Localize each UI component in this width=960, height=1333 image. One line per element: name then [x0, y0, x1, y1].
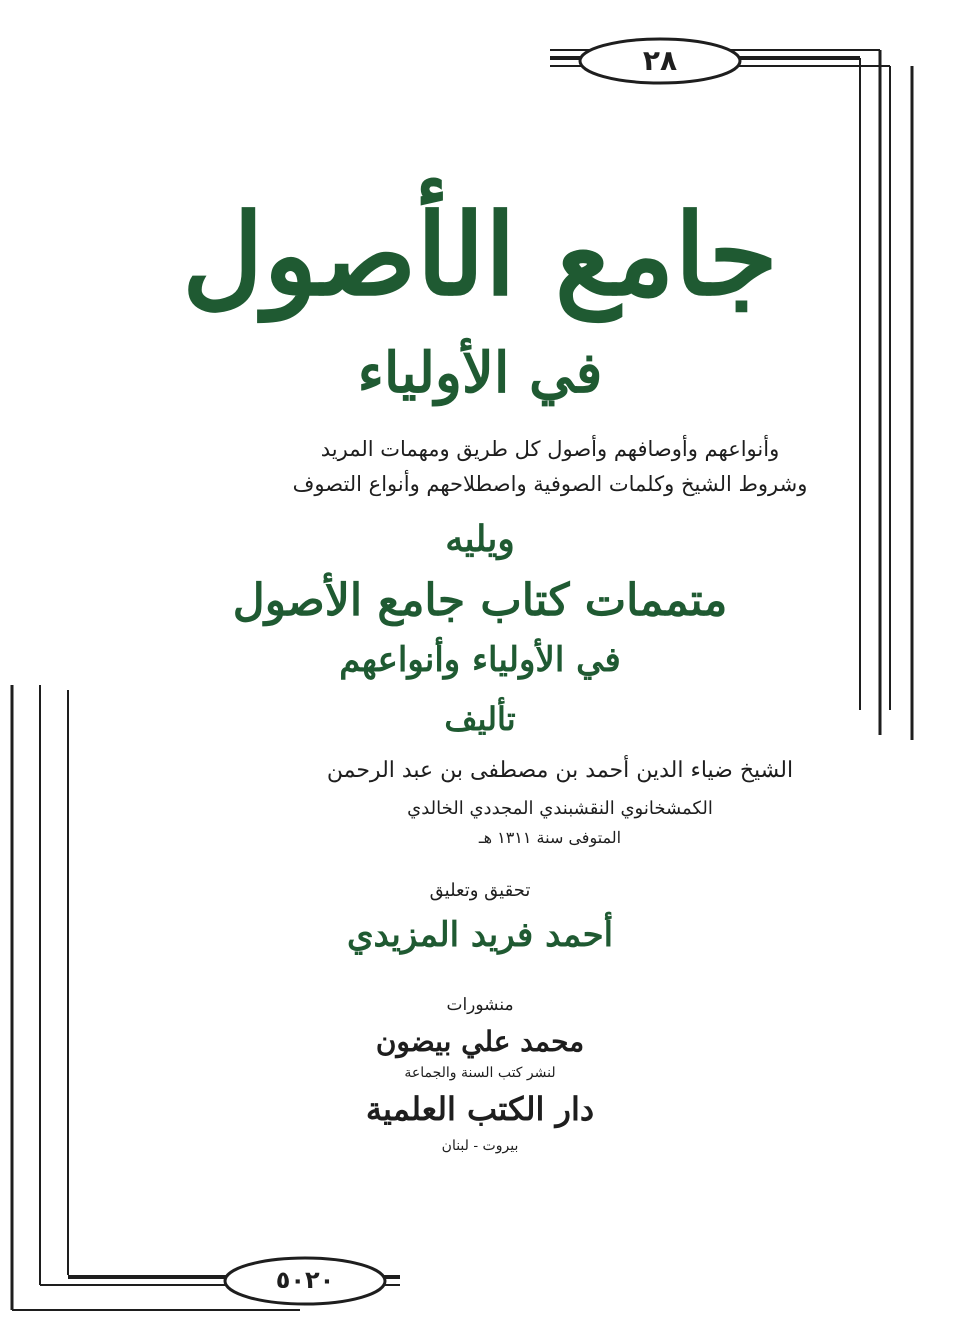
publisher-house: دار الكتب العلمية — [365, 1090, 595, 1128]
main-title: جامع الأصول — [182, 190, 778, 321]
publisher-city: بيروت - لبنان — [441, 1138, 519, 1154]
author-death-date: المتوفى سنة ١٣١١ هـ — [478, 828, 622, 847]
editor-label: تحقيق وتعليق — [429, 880, 531, 901]
sub-title: في الأولياء — [357, 340, 603, 406]
author-label: تأليف — [444, 700, 516, 738]
author-nisba: الكمشخانوي النقشبندي المجددي الخالدي — [407, 798, 713, 819]
top-page-number: ٢٨ — [642, 44, 678, 77]
bottom-catalog-number: ٥٠٢٠ — [275, 1266, 335, 1294]
author-name: الشيخ ضياء الدين أحمد بن مصطفى بن عبد الرحمن — [326, 758, 794, 783]
appendix-title: متممات كتاب جامع الأصول — [232, 575, 728, 626]
editor-name: أحمد فريد المزيدي — [346, 915, 614, 955]
appendix-subtitle: في الأولياء وأنواعهم — [339, 640, 621, 680]
publisher-label: منشورات — [446, 995, 514, 1015]
appendix-label: ويليه — [445, 518, 515, 560]
publisher-note: لنشر كتب السنة والجماعة — [404, 1065, 556, 1081]
publisher-name: محمد علي بيضون — [375, 1025, 585, 1058]
description-line-1: وأنواعهم وأوصافهم وأصول كل طريق ومهمات المريد — [320, 437, 780, 461]
description-line-2: وشروط الشيخ وكلمات الصوفية واصطلاحهم وأنواع التصوف — [292, 472, 808, 496]
